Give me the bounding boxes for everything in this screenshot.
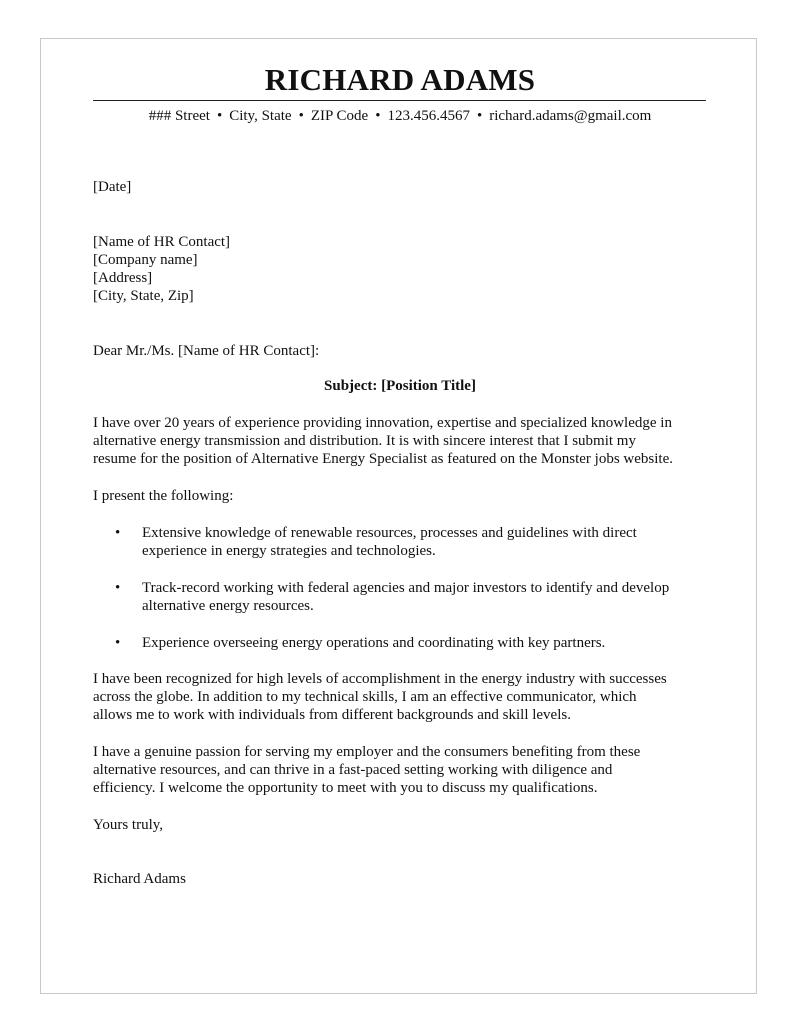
contact-street: ### Street (148, 108, 210, 124)
recipient-contact: [Name of HR Contact] (93, 234, 231, 250)
paragraph-line: I have a genuine passion for serving my employer and the consumers benefiting from these (93, 744, 641, 760)
present-line: I present the following: (93, 488, 234, 504)
separator-dot: • (298, 108, 304, 124)
passion-paragraph (93, 743, 713, 797)
contact-phone: 123.456.4567 (387, 108, 470, 124)
salutation: Dear Mr./Ms. [Name of HR Contact]: (93, 343, 320, 359)
separator-dot: • (216, 108, 223, 124)
recipient-block (93, 233, 713, 305)
subject-line: Subject: [Position Title] (324, 378, 476, 394)
bullet-icon: • (115, 525, 121, 541)
separator-dot: • (476, 108, 483, 124)
signature-name: Richard Adams (93, 871, 186, 887)
recipient-address: [Address] (93, 270, 153, 286)
recognition-paragraph (93, 670, 713, 724)
paragraph-line: alternative resources, and can thrive in a fast-paced setting working with diligence and (93, 762, 613, 778)
list-item-line: Experience overseeing energy operations and coordinating with key partners. (142, 635, 606, 651)
list-item-line: Extensive knowledge of renewable resources, processes and guidelines with direct (142, 525, 637, 541)
closing: Yours truly, (93, 817, 164, 833)
letter-date: [Date] (93, 179, 132, 195)
intro-paragraph (93, 414, 713, 468)
recipient-city-state-zip: [City, State, Zip] (93, 288, 194, 304)
paragraph-line: I have over 20 years of experience providing innovation, expertise and specialized knowledge in (93, 415, 672, 431)
contact-line (0, 106, 800, 126)
paragraph-line: I have been recognized for high levels of accomplishment in the energy industry with successes (93, 671, 667, 687)
list-item-line: experience in energy strategies and technologies. (142, 543, 436, 559)
paragraph-line: alternative energy transmission and distribution. It is with sincere interest that I submit my (93, 433, 636, 449)
paragraph-line: efficiency. I welcome the opportunity to meet with you to discuss my qualifications. (93, 780, 598, 796)
contact-city-state: City, State (229, 108, 292, 124)
bullet-icon: • (115, 635, 121, 651)
applicant-name: RICHARD ADAMS (264, 62, 536, 97)
bullet-icon: • (115, 580, 121, 596)
paragraph-line: resume for the position of Alternative Energy Specialist as featured on the Monster jobs website. (93, 451, 673, 467)
contact-zip: ZIP Code (310, 108, 369, 124)
header-divider (93, 100, 706, 101)
list-item-line: alternative energy resources. (142, 598, 314, 614)
paragraph-line: across the globe. In addition to my technical skills, I am an effective communicator, which (93, 689, 637, 705)
list-item-line: Track-record working with federal agencies and major investors to identify and develop (142, 580, 670, 596)
separator-dot: • (375, 108, 381, 124)
paragraph-line: allows me to work with individuals from different backgrounds and skill levels. (93, 707, 571, 723)
contact-email[interactable]: richard.adams@gmail.com (489, 108, 652, 124)
recipient-company: [Company name] (93, 252, 198, 268)
